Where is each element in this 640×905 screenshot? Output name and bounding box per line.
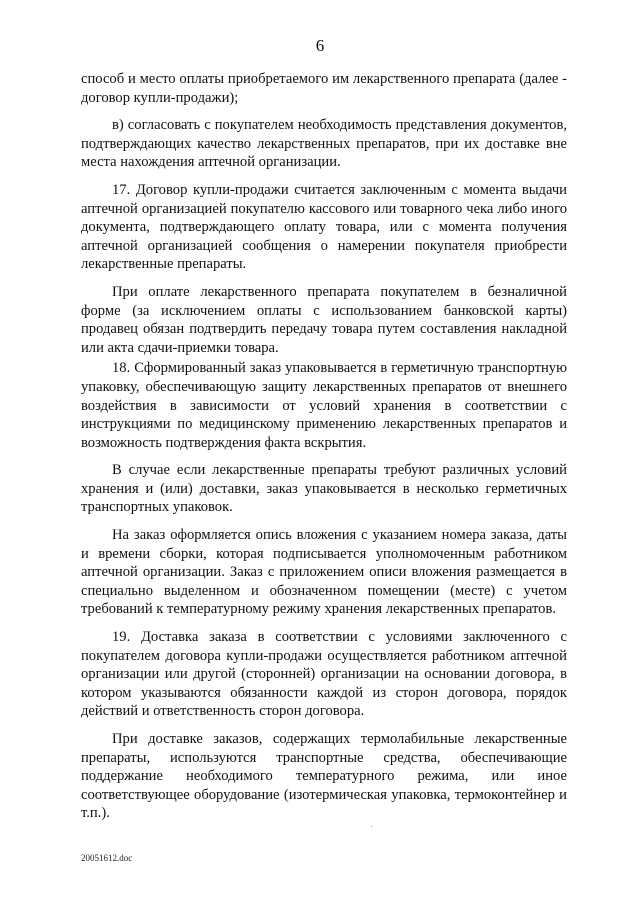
paragraph: 19. Доставка заказа в соответствии с условиями заключенного с покупателем договора купли-продажи осуществляется работником аптечной организации или другой (сторонней) организации на основании договора, в котором указываются обязанности каждой из сторон договора, порядок действий и ответственность сторон договора. xyxy=(81,629,567,720)
paragraph: На заказ оформляется опись вложения с указанием номера заказа, даты и времени сборки, которая подписывается уполномоченным работником аптечной организации. Заказ с приложением описи вложения размещается в специально выделенном и обозначенном помещении (месте) с учетом требований к температурному режиму хранения лекарственных препаратов. xyxy=(81,527,567,618)
paragraph: В случае если лекарственные препараты требуют различных условий хранения и (или) доставки, заказ упаковывается в несколько герметичных транспортных упаковок. xyxy=(81,462,567,516)
footer-filename: 20051612.doc xyxy=(81,853,133,863)
paragraph: в) согласовать с покупателем необходимость представления документов, подтверждающих качество лекарственных препаратов, при их доставке вне места нахождения аптечной организации. xyxy=(81,117,567,171)
paragraph: При доставке заказов, содержащих термолабильные лекарственные препараты, используются транспортные средства, обеспечивающие поддержание необходимого температурного режима, или иное соответствующее оборудование (изотермическая упаковка, термоконтейнер и т.п.). xyxy=(81,731,567,822)
paragraph: 17. Договор купли-продажи считается заключенным с момента выдачи аптечной организацией покупателю кассового или товарного чека либо иного документа, подтверждающего оплату товара, или с момента получения аптечной организацией сообщения о намерении покупателя приобрести лекарственные препараты. xyxy=(81,181,567,273)
page-number: 6 xyxy=(315,36,325,55)
scan-speck xyxy=(371,826,372,827)
document-body xyxy=(81,70,567,823)
paragraph: 18. Сформированный заказ упаковывается в герметичную транспортную упаковку, обеспечивающую защиту лекарственных препаратов от внешнего воздействия в зависимости от условий хранения в соответствии с инструкциями по медицинскому применению лекарственных препаратов и возможность подтверждения факта вскрытия. xyxy=(81,360,567,451)
paragraph: При оплате лекарственного препарата покупателем в безналичной форме (за исключением оплаты с использованием банковской карты) продавец обязан подтвердить передачу товара путем составления накладной или акта сдачи-приемки товара. xyxy=(81,283,567,356)
paragraph: способ и место оплаты приобретаемого им лекарственного препарата (далее - договор купли-продажи); xyxy=(81,71,567,106)
